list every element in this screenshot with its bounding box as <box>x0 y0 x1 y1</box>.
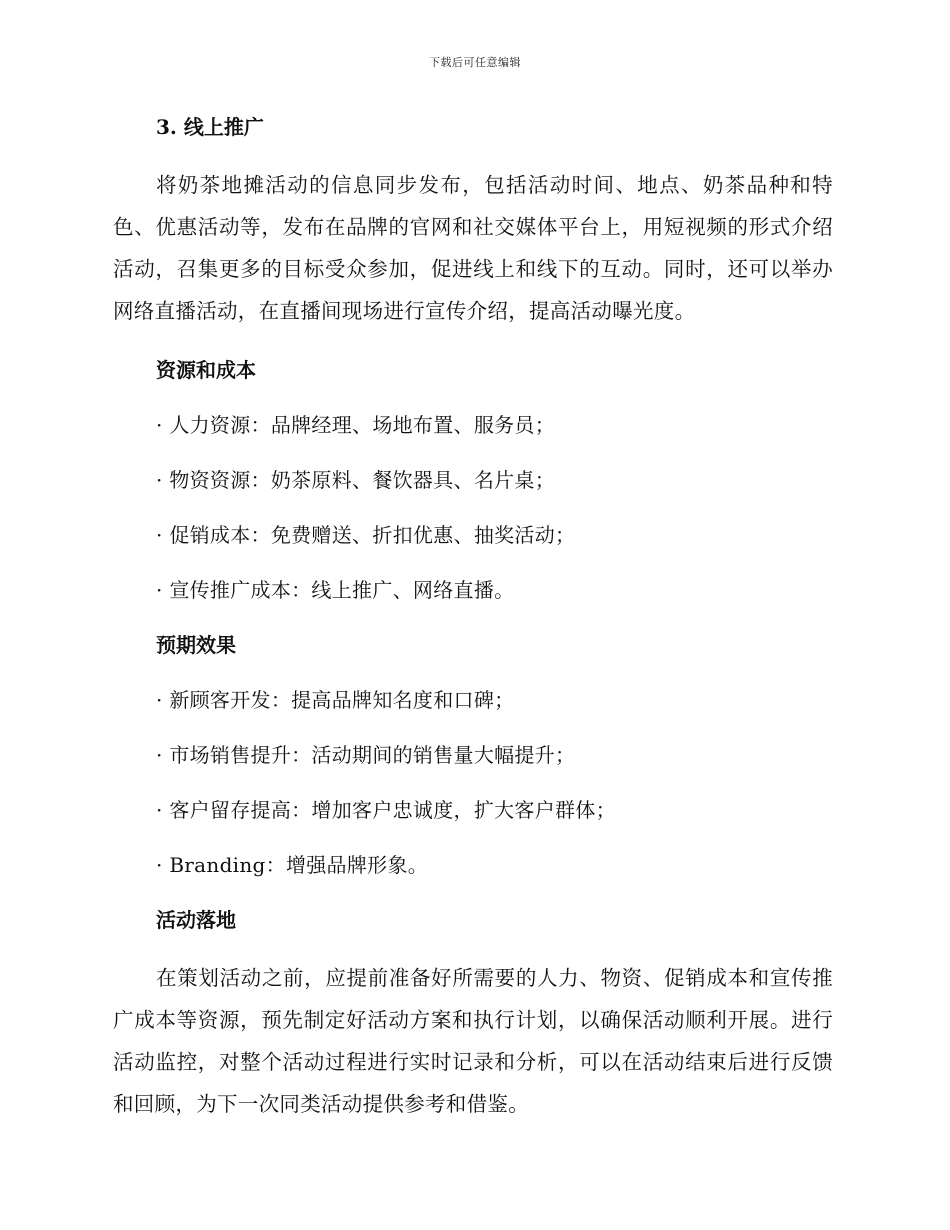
list-item: · 人力资源：品牌经理、场地布置、服务员； <box>156 413 556 437</box>
list-item: · Branding：增强品牌形象。 <box>156 853 429 877</box>
section-heading-online: 3. 线上推广 <box>156 115 264 139</box>
list-item: · 市场销售提升：活动期间的销售量大幅提升； <box>156 743 576 767</box>
section-heading-effects: 预期效果 <box>156 633 236 657</box>
list-item: · 物资资源：奶茶原料、餐饮器具、名片桌； <box>156 468 556 492</box>
section-heading-resources: 资源和成本 <box>156 358 256 382</box>
paragraph-landing: 在策划活动之前，应提前准备好所需要的人力、物资、促销成本和宣传推广成本等资源，预先制定好活动方案和执行计划，以确保活动顺利开展。进行活动监控，对整个活动过程进行实时记录和分析，可以在活动结束后进行反馈和回顾，为下一次同类活动提供参考和借鉴。 <box>113 966 833 1116</box>
list-item: · 宣传推广成本：线上推广、网络直播。 <box>156 578 515 602</box>
list-item: · 促销成本：免费赠送、折扣优惠、抽奖活动； <box>156 523 576 547</box>
document-body <box>113 110 833 1125</box>
section-heading-landing: 活动落地 <box>156 908 236 932</box>
paragraph-online: 将奶茶地摊活动的信息同步发布，包括活动时间、地点、奶茶品种和特色、优惠活动等，发布在品牌的官网和社交媒体平台上，用短视频的形式介绍活动，召集更多的目标受众参加，促进线上和线下的互动。同时，还可以举办网络直播活动，在直播间现场进行宣传介绍，提高活动曝光度。 <box>113 173 833 323</box>
list-item: · 客户留存提高：增加客户忠诚度，扩大客户群体； <box>156 798 616 822</box>
page-header-note: 下载后可任意编辑 <box>429 56 521 69</box>
list-item: · 新顾客开发：提高品牌知名度和口碑； <box>156 688 515 712</box>
